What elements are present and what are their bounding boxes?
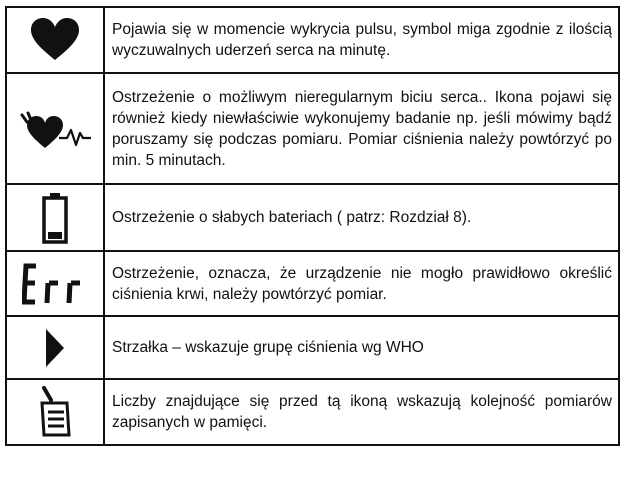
description: Ostrzeżenie, oznacza, że urządzenie nie mogło prawidłowo określić ciśnienia krwi, należy powtórzyć pomiar. [104,251,619,316]
error-icon [22,262,88,306]
table-row [6,316,619,379]
heart-icon [30,17,80,63]
table-row [6,251,619,316]
table-row [6,73,619,184]
description: Ostrzeżenie o słabych bateriach ( patrz: Rozdział 8). [104,184,619,251]
memory-icon [35,385,75,439]
icon-cell [6,7,104,73]
irregular-heartbeat-icon [15,104,95,154]
table-row [6,7,619,73]
description: Liczby znajdujące się przed tą ikoną wskazują kolejność pomiarów zapisanych w pamięci. [104,379,619,445]
icon-cell [6,251,104,316]
table-row [6,379,619,445]
table-row [6,184,619,251]
icon-cell [6,184,104,251]
symbol-legend-table [5,6,620,446]
description: Strzałka – wskazuje grupę ciśnienia wg WHO [104,316,619,379]
icon-cell [6,73,104,184]
description: Ostrzeżenie o możliwym nieregularnym biciu serca.. Ikona pojawi się również kiedy niewłaściwie wykonujemy badanie np. jeśli mówimy bądź poruszamy się podczas pomiaru. Pomiar ciśnienia należy powtórzyć po min. 5 minutach. [104,73,619,184]
description: Pojawia się w momencie wykrycia pulsu, symbol miga zgodnie z ilością wyczuwalnych uderzeń serca na minutę. [104,7,619,73]
arrow-icon [45,328,65,368]
low-battery-icon [42,192,68,244]
icon-cell [6,316,104,379]
icon-cell [6,379,104,445]
